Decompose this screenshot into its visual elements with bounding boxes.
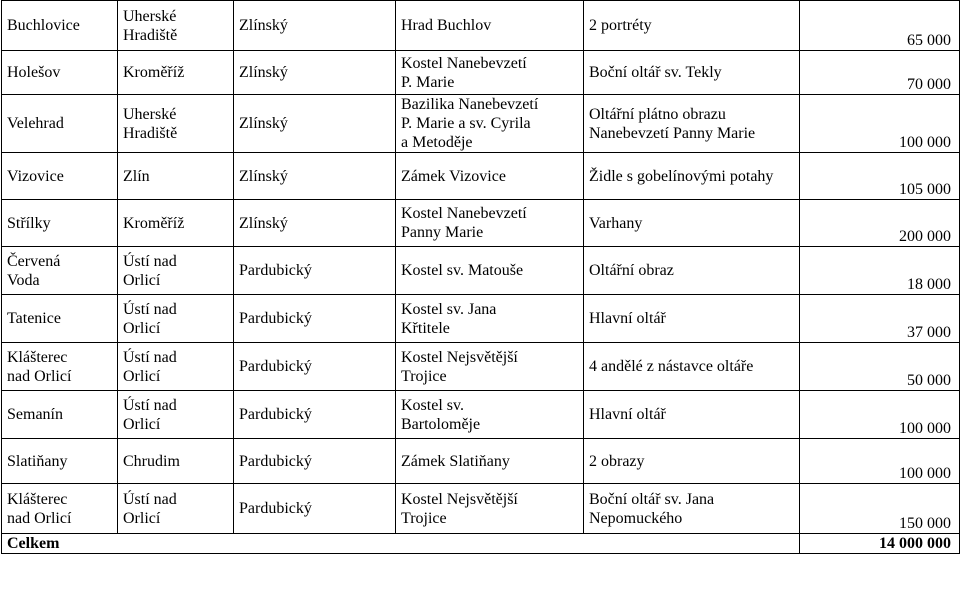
cell-district: Uherské Hradiště xyxy=(118,95,234,153)
cell-region: Pardubický xyxy=(234,295,396,343)
cell-amount: 50 000 xyxy=(800,343,960,391)
cell-amount: 100 000 xyxy=(800,95,960,153)
cell-region: Zlínský xyxy=(234,200,396,247)
cell-region: Pardubický xyxy=(234,247,396,295)
cell-district: Ústí nad Orlicí xyxy=(118,484,234,534)
cell-district: Kroměříž xyxy=(118,200,234,247)
cell-item: 2 obrazy xyxy=(584,439,800,484)
table-row xyxy=(2,247,960,295)
cell-item: Oltářní plátno obrazu Nanebevzetí Panny Marie xyxy=(584,95,800,153)
cell-place: Klášterec nad Orlicí xyxy=(2,484,118,534)
cell-amount: 150 000 xyxy=(800,484,960,534)
table-row xyxy=(2,200,960,247)
cell-region: Zlínský xyxy=(234,95,396,153)
cell-district: Kroměříž xyxy=(118,51,234,95)
cell-district: Ústí nad Orlicí xyxy=(118,247,234,295)
cell-object: Kostel Nejsvětější Trojice xyxy=(396,343,584,391)
cell-item: 2 portréty xyxy=(584,1,800,51)
cell-amount: 70 000 xyxy=(800,51,960,95)
cell-object: Bazilika Nanebevzetí P. Marie a sv. Cyrila a Metoděje xyxy=(396,95,584,153)
cell-region: Zlínský xyxy=(234,51,396,95)
cell-item: 4 andělé z nástavce oltáře xyxy=(584,343,800,391)
cell-item: Oltářní obraz xyxy=(584,247,800,295)
cell-object: Kostel sv. Bartoloměje xyxy=(396,391,584,439)
table-row xyxy=(2,1,960,51)
total-amount: 14 000 000 xyxy=(800,534,960,554)
total-label: Celkem xyxy=(2,534,800,554)
cell-district: Ústí nad Orlicí xyxy=(118,343,234,391)
cell-object: Kostel Nanebevzetí P. Marie xyxy=(396,51,584,95)
cell-district: Chrudim xyxy=(118,439,234,484)
cell-object: Kostel sv. Matouše xyxy=(396,247,584,295)
cell-object: Kostel Nejsvětější Trojice xyxy=(396,484,584,534)
cell-item: Židle s gobelínovými potahy xyxy=(584,153,800,200)
cell-amount: 105 000 xyxy=(800,153,960,200)
cell-amount: 100 000 xyxy=(800,391,960,439)
table-row xyxy=(2,95,960,153)
cell-place: Klášterec nad Orlicí xyxy=(2,343,118,391)
cell-region: Pardubický xyxy=(234,343,396,391)
cell-amount: 100 000 xyxy=(800,439,960,484)
total-row xyxy=(2,534,960,554)
cell-item: Hlavní oltář xyxy=(584,295,800,343)
cell-place: Buchlovice xyxy=(2,1,118,51)
cell-object: Hrad Buchlov xyxy=(396,1,584,51)
table-row xyxy=(2,153,960,200)
cell-region: Pardubický xyxy=(234,439,396,484)
cell-region: Pardubický xyxy=(234,484,396,534)
cell-place: Slatiňany xyxy=(2,439,118,484)
cell-district: Ústí nad Orlicí xyxy=(118,391,234,439)
table-row xyxy=(2,391,960,439)
grant-table xyxy=(1,0,960,554)
cell-district: Ústí nad Orlicí xyxy=(118,295,234,343)
cell-region: Pardubický xyxy=(234,391,396,439)
table-row xyxy=(2,295,960,343)
cell-object: Zámek Slatiňany xyxy=(396,439,584,484)
cell-item: Boční oltář sv. Jana Nepomuckého xyxy=(584,484,800,534)
cell-item: Varhany xyxy=(584,200,800,247)
cell-place: Semanín xyxy=(2,391,118,439)
cell-item: Boční oltář sv. Tekly xyxy=(584,51,800,95)
table-row xyxy=(2,51,960,95)
cell-district: Zlín xyxy=(118,153,234,200)
table-row xyxy=(2,484,960,534)
cell-district: Uherské Hradiště xyxy=(118,1,234,51)
cell-amount: 65 000 xyxy=(800,1,960,51)
table-row xyxy=(2,439,960,484)
cell-place: Červená Voda xyxy=(2,247,118,295)
cell-place: Střílky xyxy=(2,200,118,247)
cell-amount: 18 000 xyxy=(800,247,960,295)
cell-place: Vizovice xyxy=(2,153,118,200)
cell-object: Kostel sv. Jana Křtitele xyxy=(396,295,584,343)
cell-place: Tatenice xyxy=(2,295,118,343)
cell-amount: 200 000 xyxy=(800,200,960,247)
table-row xyxy=(2,343,960,391)
cell-region: Zlínský xyxy=(234,153,396,200)
cell-region: Zlínský xyxy=(234,1,396,51)
cell-place: Velehrad xyxy=(2,95,118,153)
cell-place: Holešov xyxy=(2,51,118,95)
table-body xyxy=(2,1,960,554)
cell-item: Hlavní oltář xyxy=(584,391,800,439)
cell-amount: 37 000 xyxy=(800,295,960,343)
cell-object: Zámek Vizovice xyxy=(396,153,584,200)
cell-object: Kostel Nanebevzetí Panny Marie xyxy=(396,200,584,247)
